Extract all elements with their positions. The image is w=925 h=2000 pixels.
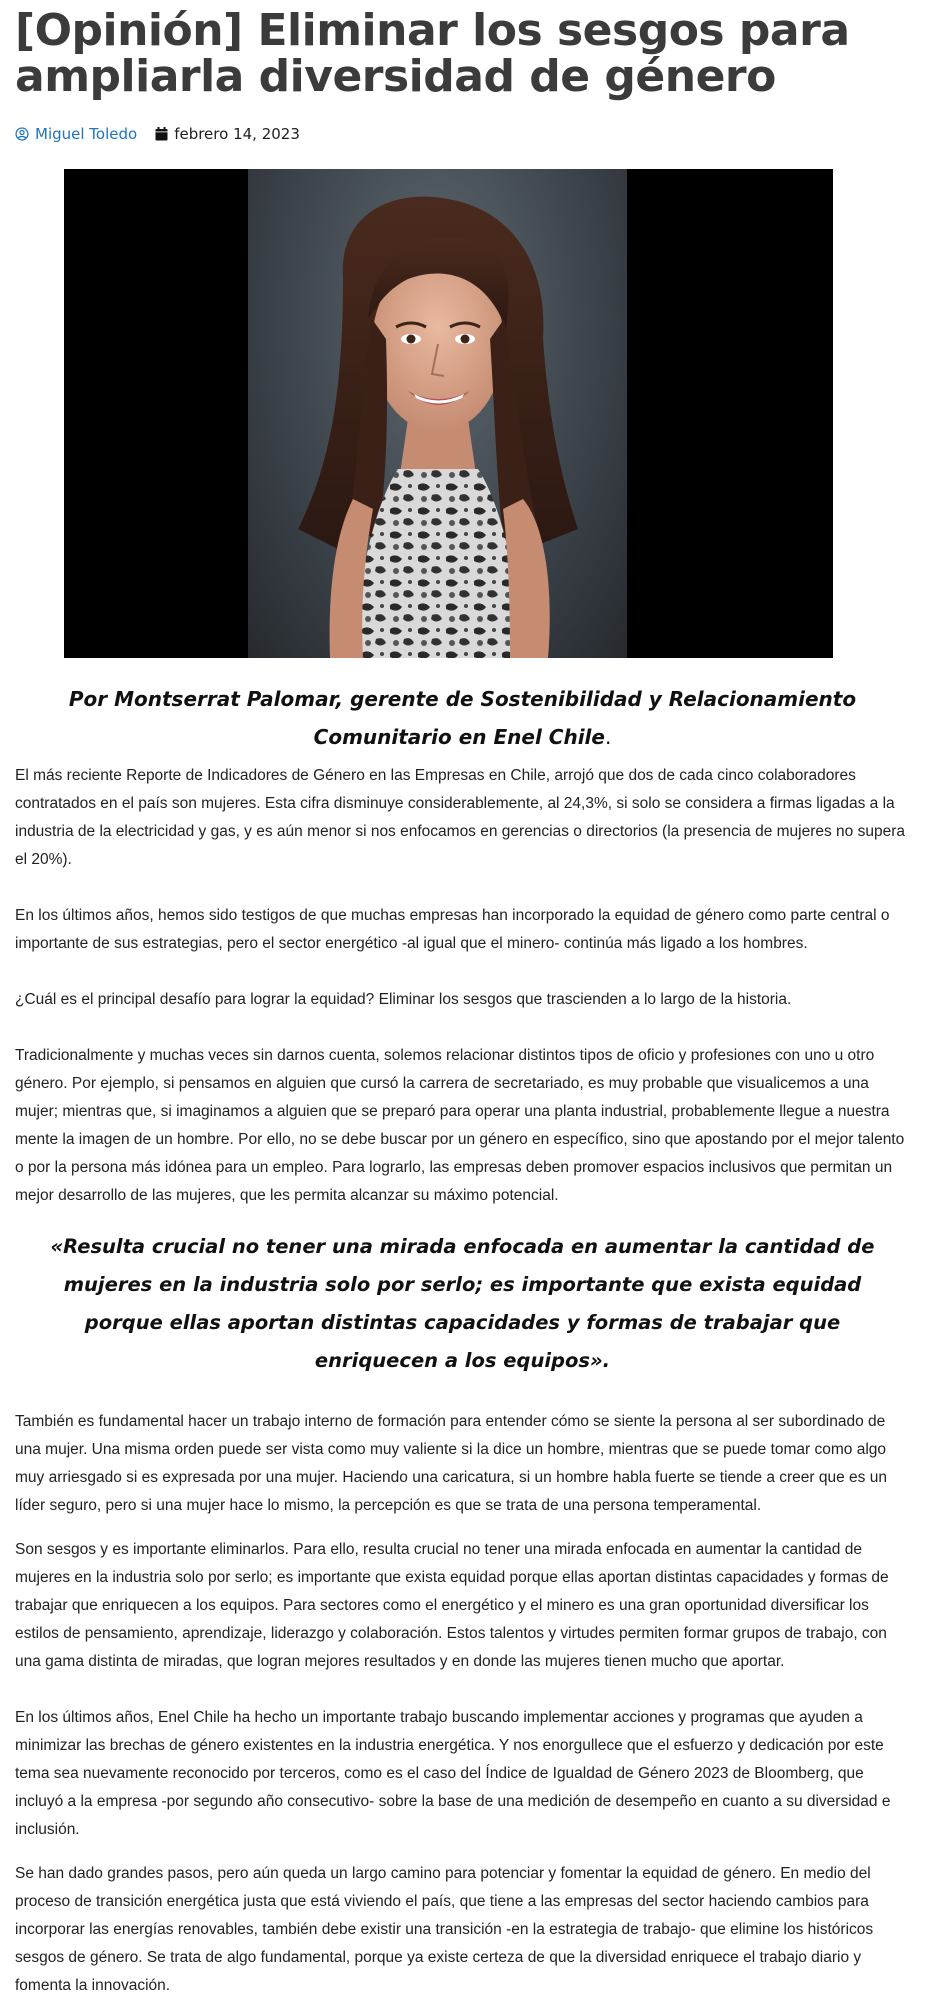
body-paragraph-1: El más reciente Reporte de Indicadores de Género en las Empresas en Chile, arrojó que dos de cada cinco colaboradores contratados en el país son mujeres. Esta cifra disminuye considerablemente, al 24,3%, si solo se considera a firmas ligadas a la industria de la electricidad y gas, y es aún menor si nos enfocamos en gerencias o directorios (la presencia de mujeres no supera el 20%). [15, 767, 906, 868]
date-text: febrero 14, 2023 [174, 125, 300, 143]
portrait-photo [248, 169, 627, 658]
byline-text: Por Montserrat Palomar, gerente de Sostenibilidad y Relacionamiento Comunitario en Enel Chile [68, 687, 857, 749]
post-meta [15, 124, 910, 144]
featured-image [64, 169, 833, 658]
body-paragraph-2: En los últimos años, hemos sido testigos de que muchas empresas han incorporado la equidad de género como parte central o importante de sus estrategias, pero el sector energético -al igual que el minero- continúa más ligado a los hombres. [15, 907, 890, 952]
body-paragraph-3: ¿Cuál es el principal desafío para lograr la equidad? Eliminar los sesgos que trascienden a lo largo de la historia. [15, 991, 792, 1008]
page-title: [Opinión] Eliminar los sesgos para ampliarla diversidad de género [15, 5, 850, 102]
pull-quote: «Resulta crucial no tener una mirada enfocada en aumentar la cantidad de mujeres en la industria solo por serlo; es importante que exista equidad porque ellas aportan distintas capacidades y formas de trabajar que enriquecen a los equipos». [50, 1235, 875, 1372]
author-byline [15, 680, 910, 756]
body-paragraph-5: También es fundamental hacer un trabajo interno de formación para entender cómo se siente la persona al ser subordinado de una mujer. Una misma orden puede ser vista como muy valiente si la dice un hombre, mientras que se puede tomar como algo muy arriesgado si es expresada por una mujer. Haciendo una caricatura, si un hombre habla fuerte se tiende a creer que es un líder seguro, pero si una mujer hace lo mismo, la percepción es que se trata de una persona temperamental. [15, 1413, 887, 1514]
body-paragraph-6: Son sesgos y es importante eliminarlos. Para ello, resulta crucial no tener una mirada enfocada en aumentar la cantidad de mujeres en la industria solo por serlo; es importante que exista equidad porque ellas aportan distintas capacidades y formas de trabajar que enriquecen a los equipos. Para sectores como el energético y el minero es una gran oportunidad diversificar los estilos de pensamiento, aprendizaje, liderazgo y colaboración. Estos talentos y virtudes permiten formar grupos de trabajo, con una gama distinta de miradas, que logran mejores resultados y en donde las mujeres tienen mucho que aportar. [15, 1541, 889, 1670]
body-paragraph-4: Tradicionalmente y muchas veces sin darnos cuenta, solemos relacionar distintos tipos de oficio y profesiones con uno u otro género. Por ejemplo, si pensamos en alguien que cursó la carrera de secretariado, es muy probable que visualicemos a una mujer; mientras que, si imaginamos a alguien que se preparó para operar una planta industrial, probablemente llegue a nuestra mente la imagen de un hombre. Por ello, no se debe buscar por un género en específico, sino que apostando por el mejor talento o por la persona más idónea para un empleo. Para lograrlo, las empresas deben promover espacios inclusivos que permitan un mejor desarrollo de las mujeres, que les permita alcanzar su máximo potencial. [15, 1047, 905, 1204]
portrait-illustration [248, 169, 627, 658]
user-circle-icon [15, 127, 29, 141]
calendar-icon [155, 127, 168, 141]
body-paragraph-7: En los últimos años, Enel Chile ha hecho un importante trabajo buscando implementar acciones y programas que ayuden a minimizar las brechas de género existentes en la industria energética. Y nos enorgullece que el esfuerzo y dedicación por este tema sea nuevamente reconocido por terceros, como es el caso del Índice de Igualdad de Género 2023 de Bloomberg, que incluyó a la empresa -por segundo año consecutivo- sobre la base de una medición de desempeño en cuanto a su diversidad e inclusión. [15, 1709, 891, 1838]
body-paragraph-8: Se han dado grandes pasos, pero aún queda un largo camino para potenciar y fomentar la equidad de género. En medio del proceso de transición energética justa que está viviendo el país, que tiene a las empresas del sector haciendo cambios para incorporar las energías renovables, también debe existir una transición -en la estrategia de trabajo- que elimine los históricos sesgos de género. Se trata de algo fundamental, porque ya existe certeza de que la diversidad enriquece el trabajo diario y fomenta la innovación. [15, 1865, 874, 1994]
post-date [155, 124, 300, 144]
author-name: Miguel Toledo [35, 125, 138, 143]
article [0, 5, 925, 2000]
author-link[interactable] [15, 124, 137, 144]
byline-period: . [604, 725, 612, 749]
